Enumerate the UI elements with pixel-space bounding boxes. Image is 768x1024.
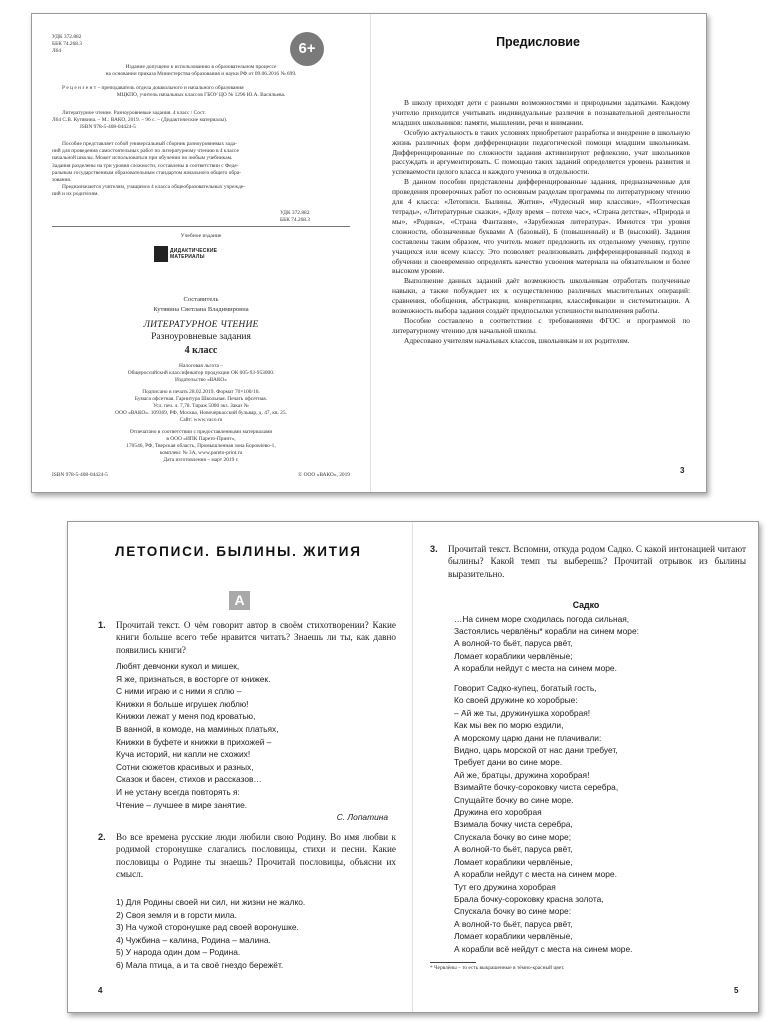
- poem-line: Сказок и басен, стихов и рассказов…: [116, 774, 262, 785]
- section-title: ЛЕТОПИСИ. БЫЛИНЫ. ЖИТИЯ: [115, 544, 362, 559]
- annotation: Пособие представляет собой универсальный сборник разноуровневых зада- ний для проведения самостоятельных работ по литературному чтению в 4 классе начальной школы. Может использоваться при обучении по любым учебникам. Задания разделены на три уровня сложности, составлены в соответствии с Феде- ральным государственным образовательным стандартом начального общего обра- зования. Предназначается учителям, учащимся 4 класса общеобразовательных учрежде- ний и их родителям.: [52, 141, 245, 198]
- task-text: Прочитай текст. О чём говорит автор в своём стихотворении? Какие книги больше всего тебе нравится читать? Знаешь ли ты, как давно появились книги?: [116, 620, 396, 655]
- poem-line: А морскому царю дани не плачивали:: [454, 732, 602, 743]
- poem-line: Ай же, братцы, дружина хоробрая!: [454, 769, 590, 780]
- approval-note: Издание допущено к использованию в образовательном процессе на основании приказа Министерства образования и науки РФ от 09.06.2016 № 699.: [105, 64, 297, 78]
- poem-line: Требует дани во сине море.: [454, 757, 563, 768]
- poem-line: Книжки в буфете и книжки в прихожей –: [116, 736, 272, 747]
- page-4: [68, 522, 412, 1012]
- proverbs-list: [116, 896, 305, 972]
- list-item: 4) Чужбина – калина, Родина – малина.: [116, 934, 271, 945]
- output-data: Налоговая льгота – Общероссийский классификатор продукции ОК 005-93-953000. Издательство «ВАКО» Подписано в печать 28.02.2019. Формат 70×100/16. Бумага офсетная. Гарнитура Школьная. Печать офсетная. Усл. печ. л. 7,78. Тираж 5000 экз. Заказ № ООО «ВАКО». 109369, РФ, Москва, Новочеркасский бульвар, д. 47, кв. 25. Сайт: www.vaco.ru Отпечатано в соответствии с предоставленными материалами в ООО «ИПК Парето-Принт», 170546, РФ, Тверская область, Промышленная зона Боровлево-1, комплекс № 3А, www.pareto-print.ru Дата изготовления – март 2019 г.: [115, 363, 287, 464]
- poem-author: С. Лопатина: [336, 812, 388, 822]
- list-item: 6) Мала птица, а и та своё гнездо бережёт.: [116, 959, 284, 970]
- poem-line: Книжки я больше игрушек люблю!: [116, 698, 249, 709]
- poem-line: Ломает кораблики червлёные;: [454, 650, 573, 661]
- poem-line: Видно, царь морской от нас дани требует,: [454, 745, 618, 756]
- poem-line: Дружина его хоробрая: [454, 807, 542, 818]
- paragraph: Адресовано учителям начальных классов, школьникам и их родителям.: [404, 335, 630, 345]
- paragraph: В школу приходят дети с разными возможностями и природными задатками. Каждому учителю приходится учитывать индивидуальные различия в познавательной деятельности младших школьников: памяти, мышлении, речи и внимании.: [392, 98, 690, 127]
- poem-line: Чтение – лучшее в мире занятие.: [116, 799, 248, 810]
- poem-line: Ко своей дружине ко хоробрые:: [454, 695, 578, 706]
- age-rating-badge: 6+: [290, 32, 324, 66]
- list-item: 5) У народа один дом – Родина.: [116, 947, 241, 958]
- poem-line: Ломает кораблики червлёные,: [454, 856, 573, 867]
- poem-line: Ломает кораблики червлёные,: [454, 931, 573, 942]
- series-label: Учебное издание: [180, 233, 222, 239]
- poem-line: Взимала бочку чиста серебра,: [454, 819, 573, 830]
- copyright-footer: © ООО «ВАКО», 2019: [298, 472, 350, 478]
- poem-line: Любят девчонки кукол и мишек,: [116, 661, 240, 671]
- divider: [52, 226, 350, 227]
- poem-line: А волной-то бьёт, паруса рвёт,: [454, 844, 573, 855]
- footnote: * Червлёны – то есть выкрашенные в тёмно-красный цвет.: [430, 965, 565, 971]
- page-number: 3: [680, 466, 685, 475]
- poem-line: Говорит Садко-купец, богатый гость,: [454, 683, 597, 693]
- poem-title: Садко: [572, 600, 600, 610]
- poem-line: А корабли всё нейдут с места на синем море.: [454, 943, 633, 954]
- poem-line: Как мы век по морю ездили,: [454, 720, 564, 731]
- udk-block: [52, 34, 162, 56]
- task-1: [98, 619, 396, 656]
- paragraph: Особую актуальность в таких условиях приобретают разработка и внедрение в школьную жизнь различных форм дифференциации педагогической помощи младшим школьникам. Дифференцированные по сложности задания активизируют рефлексию, учат школьников рассуждать и аргументировать. С помощью таких заданий определяется уровень развития и успеваемости целого класса и каждого ученика в отдельности.: [392, 127, 690, 177]
- isbn-footer: ISBN 978-5-408-04424-5: [52, 472, 108, 478]
- poem-line: Спускала бочку во сине море:: [454, 906, 572, 917]
- poem-line: В ванной, в комоде, на маминых платьях,: [116, 723, 279, 734]
- book-title: ЛИТЕРАТУРНОЕ ЧТЕНИЕ: [143, 320, 259, 330]
- udk-line: УДК 372.882: [52, 34, 82, 40]
- paragraph: Выполнение данных заданий даёт возможность школьникам отработать полученные навыки, а также побуждает их к осуществлению различных мыслительных операций: сравнения, обобщения, абстракции, конкретизации, классификации и систематизации. А возможность выбора задания создаёт предпосылки успешности выполнения работы.: [392, 276, 690, 316]
- poem-line: Книжки лежат у меня под кроватью,: [116, 711, 256, 722]
- page-number: 5: [734, 986, 739, 995]
- reviewer-note: Р е ц е н з е н т – преподаватель отдела дошкольного и начального образования МЦКПО, учитель начальных классов ГБОУ ЦО № 1296 Ю.А. Васильева.: [62, 85, 286, 99]
- preface-text: [392, 98, 690, 346]
- paragraph: Пособие составлено в соответствии с требованиями ФГОС и программой по литературному чтению для начальной школы.: [392, 315, 690, 335]
- book-subtitle: Разноуровневые задания: [151, 332, 251, 342]
- task-number: 1.: [98, 620, 106, 630]
- poem: [116, 660, 279, 811]
- top-spread: [31, 13, 707, 493]
- list-item: 3) На чужой сторонушке рад своей воронушке.: [116, 922, 299, 933]
- compiler-name: Кутявина Светлана Владимировна: [153, 306, 249, 313]
- logo-mark-icon: [154, 246, 168, 262]
- poem-line: Куча историй, ни капли не схожих!: [116, 749, 251, 760]
- poem-line: И не устану всегда повторять я:: [116, 786, 240, 797]
- poem-line: Я же, признаться, в восторге от книжек.: [116, 673, 271, 684]
- list-item: 2) Своя земля и в горсти мила.: [116, 909, 237, 920]
- poem-line: А корабли нейдут с места на синем море.: [454, 869, 617, 880]
- task-text: Прочитай текст. Вспомни, откуда родом Садко. С какой интонацией читают былины? Какой темп ты выберешь? Прочитай отрывок из былины выразительно.: [448, 544, 746, 579]
- poem-line: Взимайте бочку-сороковку чиста серебра,: [454, 782, 619, 793]
- poem-line: …На синем море сходилась погода сильная,: [454, 614, 630, 624]
- poem-line: Спущайте бочку во сине море.: [454, 794, 574, 805]
- task-2: [98, 831, 396, 880]
- poem-line: Застоялись червлёны* корабли на синем море:: [454, 626, 639, 637]
- poem-line: Тут его дружина хоробрая: [454, 881, 556, 892]
- udk-block-repeat: УДК 372.882 ББК 74.268.3: [280, 210, 311, 224]
- page-5: [412, 522, 760, 1012]
- task-text: Во все времена русские люди любили свою Родину. Во имя любви к родимой сторонушке слагались пословицы, стихи и песни. Какие пословицы о Родине ты знаешь? Прочитай пословицы, объясни их смысл.: [116, 832, 396, 879]
- page-imprint: [32, 14, 370, 492]
- poem-line: Брала бочку-сороковку красна золота,: [454, 893, 604, 904]
- poem-line: А волной-то бьёт, паруса рвёт,: [454, 638, 573, 649]
- poem-line: А корабли нейдут с места на синем море.: [454, 662, 617, 673]
- level-badge: А: [229, 591, 250, 610]
- preface-title: Предисловие: [496, 35, 580, 49]
- task-3: [430, 543, 746, 580]
- bibliographic-record: Литературное чтение. Разноуровневые задания. 4 класс / Сост. Л64 С.В. Кутявина. – М.: ВАКО, 2019. – 96 с. – (Дидактические материалы). ISBN 978-5-408-04424-5: [52, 110, 228, 131]
- imprint-footer: [52, 472, 350, 479]
- didactic-materials-logo: ДИДАКТИЧЕСКИЕ МАТЕРИАЛЫ: [154, 246, 224, 266]
- paragraph: В данном пособии представлены дифференцированные задания, предназначенные для проведения проверочных работ по основным разделам программы по литературному чтению для 4 класса: «Летописи. Былины. Жития», «Чудесный мир классики», «Поэтическая тетрадь», «Литературные сказки», «Делу время – потехе час», «Страна детства», «Природа и мы», «Родина», «Страна Фантазия», «Зарубежная литература». Имеются три уровня сложности, обозначенные буквами А (базовый), Б (повышенный) и В (высокий). Задания составлены таким образом, что учитель может предложить их отдельному ученику, группе учащихся или всему классу. Это позволяет реализовывать дифференцированный подход в обучении и своевременно определять качество усвоения материала на обязательном и более высоком уровне.: [392, 177, 690, 276]
- bylina-stanza-1: [454, 613, 639, 674]
- bbk-line: ББК 74.268.3: [52, 41, 83, 48]
- poem-line: – Ай же ты, дружинушка хоробрая!: [454, 707, 591, 718]
- page-preface: [370, 14, 708, 492]
- index-line: Л64: [52, 48, 62, 55]
- poem-line: А волной-то бьёт, паруса рвёт,: [454, 918, 573, 929]
- compiler-label: Составитель: [183, 296, 219, 303]
- task-number: 2.: [98, 832, 106, 842]
- bottom-spread: [67, 521, 759, 1013]
- poem-line: Спускала бочку во сине море;: [454, 831, 572, 842]
- book-grade: 4 класс: [184, 345, 218, 356]
- list-item: 1) Для Родины своей ни сил, ни жизни не жалко.: [116, 897, 306, 907]
- bylina-stanza-2: [454, 682, 632, 955]
- page-number: 4: [98, 986, 103, 995]
- footnote-divider: [430, 962, 476, 963]
- poem-line: С ними играю и с ними я сплю –: [116, 686, 242, 697]
- poem-line: Сотни сюжетов красивых и разных,: [116, 761, 254, 772]
- task-number: 3.: [430, 544, 438, 554]
